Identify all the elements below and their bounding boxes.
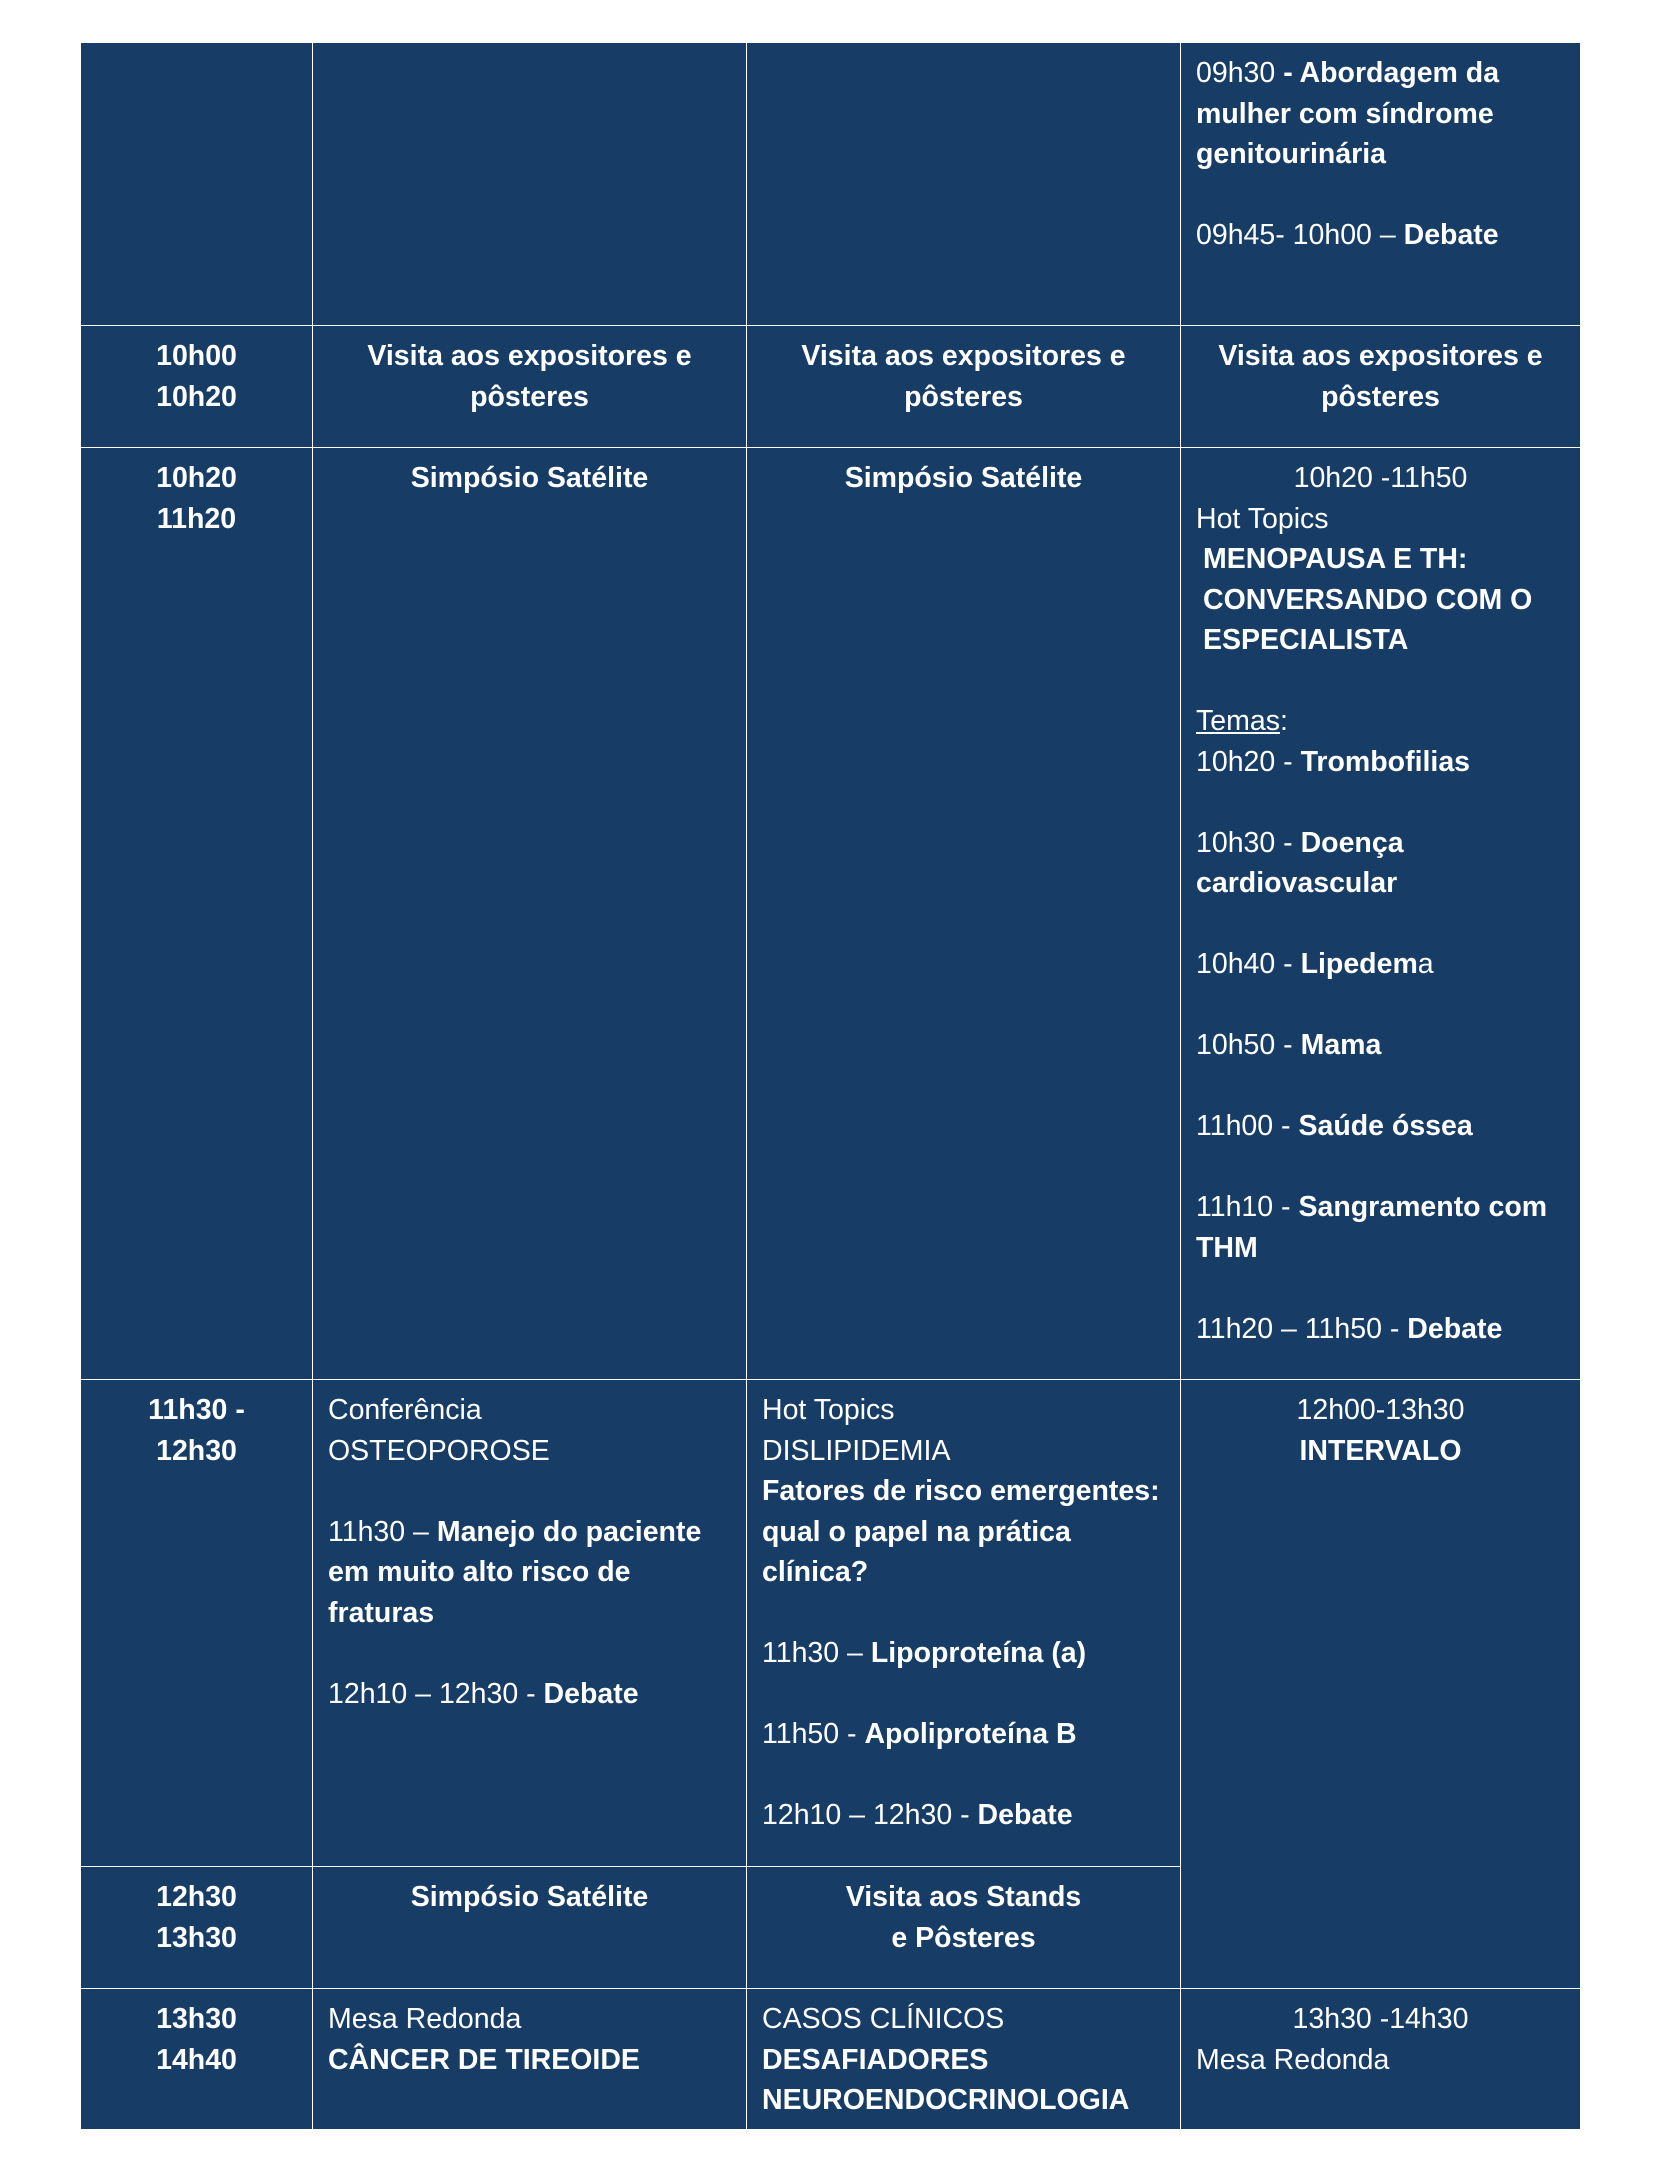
session-cell <box>747 1989 1181 2130</box>
time-cell <box>81 1380 313 1867</box>
topic-time: 11h20 – 11h50 - <box>1196 1312 1400 1345</box>
topic-time: 10h20 - <box>1196 745 1293 778</box>
session-type: Mesa Redonda <box>328 2003 522 2035</box>
session-range: 12h00-13h30 <box>1296 1394 1465 1426</box>
session-cell: Simpósio Satélite <box>313 1867 747 1989</box>
session-title: DESAFIADORES <box>762 2043 989 2076</box>
time-cell <box>81 448 313 1380</box>
session-cell: Visita aos expositores e pôsteres <box>1181 326 1581 448</box>
session-cell <box>313 43 747 326</box>
session-cell: Visita aos expositores e pôsteres <box>747 326 1181 448</box>
time-start: 12h30 <box>156 1881 237 1913</box>
schedule-table <box>80 42 1581 2130</box>
time-start: 13h30 <box>156 2003 237 2035</box>
session-type: Mesa Redonda <box>1196 2043 1390 2076</box>
topic-title: Saúde óssea <box>1298 1110 1473 1142</box>
session-title: Debate <box>977 1799 1073 1831</box>
session-title: Debate <box>1403 219 1499 251</box>
session-cell: Simpósio Satélite <box>313 448 747 1380</box>
session-type: Conferência <box>328 1394 482 1426</box>
topic-title: Mama <box>1300 1029 1382 1061</box>
session-title: Manejo do paciente em muito alto risco de fraturas <box>328 1515 702 1629</box>
topic-title: Sangramento com THM <box>1196 1191 1548 1264</box>
session-cell: Visita aos expositores e pôsteres <box>313 326 747 448</box>
session-time: 12h10 – 12h30 - <box>328 1677 536 1710</box>
session-time: 11h30 – <box>762 1637 863 1669</box>
session-title: - Abordagem da mulher com síndrome genitourinária <box>1196 57 1500 170</box>
session-title: Lipoproteína (a) <box>870 1637 1087 1669</box>
session-time: 09h30 <box>1196 57 1276 89</box>
session-cell <box>747 43 1181 326</box>
session-topic: DISLIPIDEMIA <box>762 1434 951 1467</box>
session-title: Debate <box>543 1677 639 1710</box>
time-cell <box>81 1867 313 1989</box>
time-end: 11h20 <box>156 502 237 535</box>
topic-time: 11h00 - <box>1196 1110 1291 1142</box>
session-cell <box>313 1989 747 2130</box>
session-title: Visita aos Stands <box>845 1881 1082 1913</box>
temas-label: Temas <box>1196 705 1280 737</box>
session-topic: OSTEOPOROSE <box>328 1434 550 1467</box>
topic-title: Trombofilias <box>1300 745 1471 778</box>
time-cell <box>81 326 313 448</box>
session-type: Hot Topics <box>762 1394 895 1426</box>
session-time: 09h45- 10h00 – <box>1196 219 1396 251</box>
session-cell <box>747 1867 1181 1989</box>
session-title: MENOPAUSA E TH: CONVERSANDO COM O ESPECIALISTA <box>1203 543 1533 656</box>
session-cell <box>1181 1380 1581 1989</box>
time-start: 11h30 - <box>148 1394 245 1426</box>
schedule-row <box>81 448 1581 1380</box>
session-cell <box>1181 43 1581 326</box>
session-time: 11h30 – <box>328 1515 429 1548</box>
schedule-row <box>81 1989 1581 2130</box>
topic-time: 10h30 - <box>1196 826 1293 859</box>
session-type: CASOS CLÍNICOS <box>762 2003 1005 2035</box>
session-cell <box>1181 1989 1581 2130</box>
schedule-row <box>81 326 1581 448</box>
session-title: CÂNCER DE TIREOIDE <box>328 2043 640 2076</box>
topic-title: Debate <box>1407 1312 1503 1345</box>
time-cell <box>81 1989 313 2130</box>
session-range: 13h30 -14h30 <box>1292 2003 1469 2035</box>
session-title: e Pôsteres <box>891 1921 1036 1954</box>
time-cell <box>81 43 313 326</box>
time-end: 14h40 <box>156 2043 237 2076</box>
topic-title-suffix: a <box>1417 948 1434 980</box>
topic-time: 10h50 - <box>1196 1029 1293 1061</box>
topic-title: Lipedem <box>1300 948 1418 980</box>
session-title: Apoliproteína B <box>864 1718 1077 1750</box>
time-end: 10h20 <box>156 380 237 413</box>
session-cell: 10h20 -11h50 Hot Topics MENOPAUSA E TH: CONVERSANDO COM O ESPECIALISTA Temas: 10h20 - Trombofilias 10h30 - Doença cardiovascular 10h40 - Lipedema 10h50 - Mama 11h00 - Saúde óssea 11h10 - Sangramento com THM 11h20 – 11h50 - Debate <box>1181 448 1581 1380</box>
session-title: NEUROENDOCRINOLOGIA <box>762 2084 1130 2116</box>
session-cell: Simpósio Satélite <box>747 448 1181 1380</box>
topic-title: Doença cardiovascular <box>1196 826 1404 899</box>
session-type: Hot Topics <box>1196 502 1329 535</box>
session-cell <box>313 1380 747 1867</box>
time-end: 13h30 <box>156 1921 237 1954</box>
session-title: INTERVALO <box>1299 1434 1462 1467</box>
time-start: 10h20 <box>156 462 237 494</box>
topic-time: 11h10 - <box>1196 1191 1291 1223</box>
session-cell <box>747 1380 1181 1867</box>
time-start: 10h00 <box>156 340 237 372</box>
session-title: Fatores de risco emergentes: qual o papel na prática clínica? <box>762 1475 1160 1588</box>
schedule-row <box>81 43 1581 326</box>
session-time: 11h50 - <box>762 1718 857 1750</box>
time-end: 12h30 <box>156 1434 237 1467</box>
session-range: 10h20 -11h50 <box>1293 462 1468 494</box>
session-time: 12h10 – 12h30 - <box>762 1799 970 1831</box>
schedule-row <box>81 1380 1581 1867</box>
topic-time: 10h40 - <box>1196 948 1293 980</box>
